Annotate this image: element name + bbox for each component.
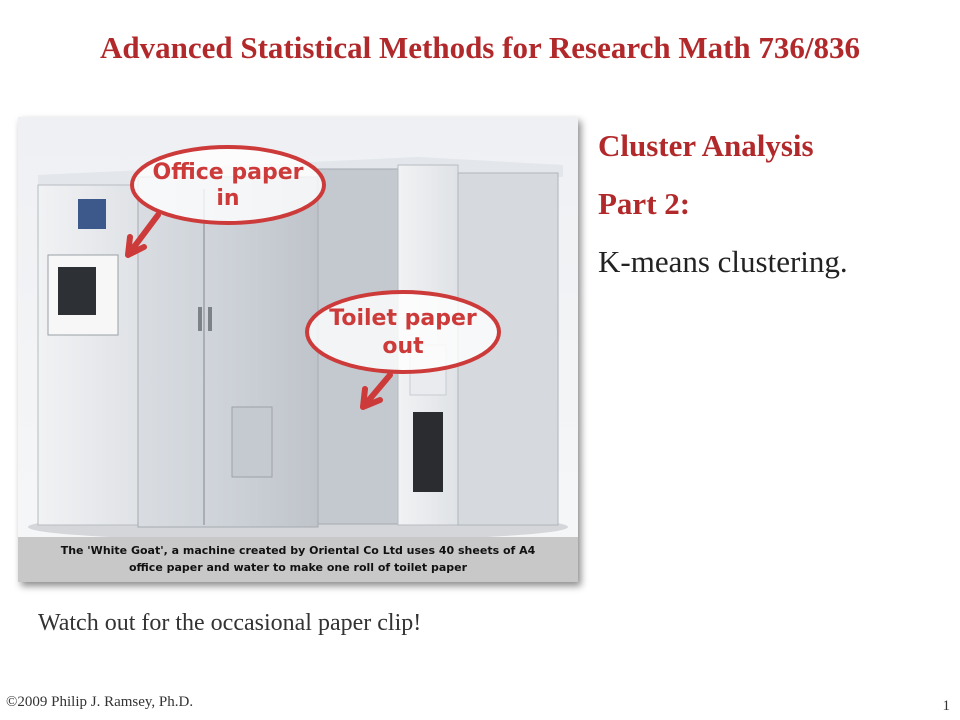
- logo-plate: [78, 199, 106, 229]
- center-cabinet: [138, 177, 318, 527]
- callout-out-line2: out: [382, 334, 424, 359]
- output-vent: [413, 412, 443, 492]
- access-hatch: [232, 407, 272, 477]
- left-unit: [38, 185, 138, 525]
- photo-note: Watch out for the occasional paper clip!: [38, 610, 422, 636]
- input-screen: [58, 267, 96, 315]
- machine-illustration: [18, 117, 578, 582]
- caption-line2: office paper and water to make one roll of toilet paper: [128, 561, 468, 574]
- slide-title: Advanced Statistical Methods for Research Math 736/836: [99, 30, 860, 65]
- machine-photo: [18, 117, 578, 582]
- door-handle-right: [208, 307, 212, 331]
- callout-toilet-paper: [307, 292, 499, 372]
- topic-subtitle: K-means clustering.: [598, 244, 848, 279]
- door-handle-left: [198, 307, 202, 331]
- part-heading: Part 2:: [598, 186, 691, 221]
- caption-line1: The 'White Goat', a machine created by Oriental Co Ltd uses 40 sheets of A4: [60, 544, 536, 557]
- section-text: [598, 128, 848, 280]
- callout-in-line1: Office paper: [152, 160, 304, 185]
- section-heading: Cluster Analysis: [598, 128, 814, 163]
- callout-out-line1: Toilet paper: [329, 306, 477, 331]
- callout-office-paper: [132, 147, 324, 223]
- callout-in-line2: in: [216, 186, 240, 211]
- page-number: 1: [942, 698, 950, 714]
- copyright-footer: ©2009 Philip J. Ramsey, Ph.D.: [6, 694, 194, 710]
